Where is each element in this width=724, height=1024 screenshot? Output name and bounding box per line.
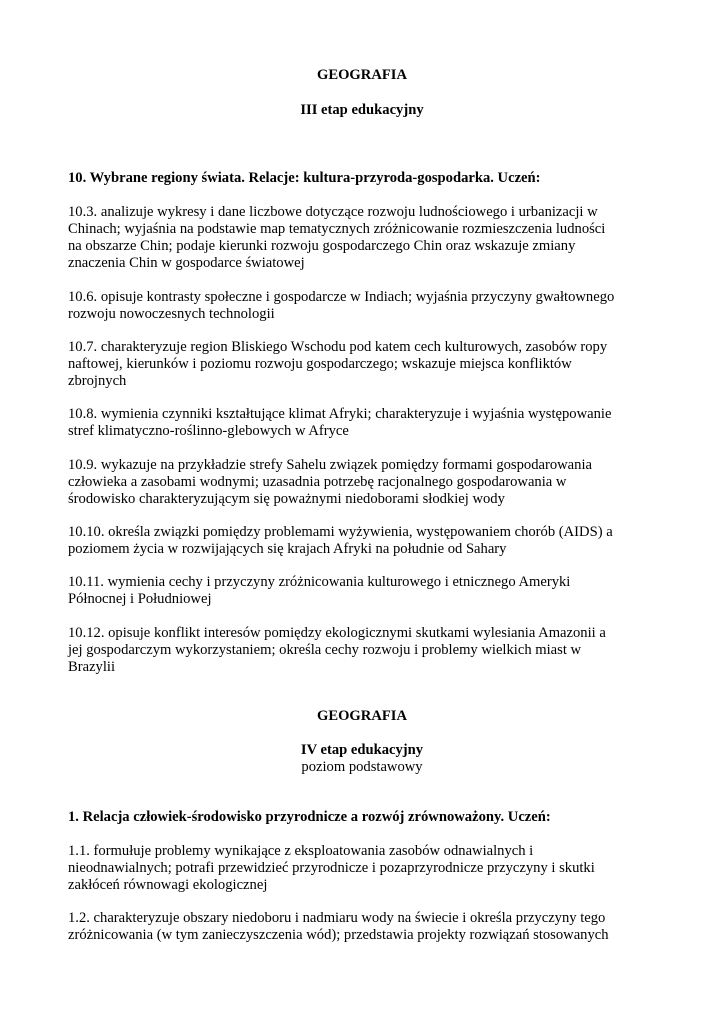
text-line: 10.6. opisuje kontrasty społeczne i gospodarcze w Indiach; wyjaśnia przyczyny gwałtownego [68, 289, 615, 305]
text-line: 10.9. wykazuje na przykładzie strefy Sahelu związek pomiędzy formami gospodarowania [68, 457, 592, 473]
section1-title: GEOGRAFIA [317, 67, 407, 83]
text-line: poziomem życia w rozwijających się krajach Afryki na południe od Sahary [68, 541, 507, 557]
paragraph-10-12 [68, 625, 648, 676]
paragraph-10-7 [68, 339, 648, 390]
paragraph-10-10 [68, 524, 648, 558]
paragraph-10-6 [68, 289, 648, 323]
section2-level: poziom podstawowy [301, 759, 423, 775]
text-line: jej gospodarczym wykorzystaniem; określa cechy rozwoju i problemy wielkich miast w [68, 642, 582, 658]
text-line: 1.1. formułuje problemy wynikające z eksploatowania zasobów odnawialnych i [68, 843, 534, 859]
section2-stage: IV etap edukacyjny [300, 742, 424, 758]
paragraph-10-11 [68, 574, 648, 608]
section2-heading: 1. Relacja człowiek-środowisko przyrodnicze a rozwój zrównoważony. Uczeń: [68, 809, 551, 825]
text-line: 10.8. wymienia czynniki kształtujące klimat Afryki; charakteryzuje i wyjaśnia występowanie [68, 406, 612, 422]
text-line: 10.11. wymienia cechy i przyczyny zróżnicowania kulturowego i etnicznego Ameryki [68, 574, 571, 590]
paragraph-1-1 [68, 843, 648, 894]
text-line: zróżnicowania (w tym zanieczyszczenia wód); przedstawia projekty rozwiązań stosowanych [68, 927, 609, 943]
text-line: zakłóceń równowagi ekologicznej [68, 877, 268, 893]
text-line: znaczenia Chin w gospodarce światowej [68, 255, 305, 271]
text-line: nieodnawialnych; potrafi przewidzieć przyrodnicze i pozaprzyrodnicze przyczyny i skutki [68, 860, 595, 876]
section1-stage: III etap edukacyjny [300, 102, 424, 118]
text-line: 10.12. opisuje konflikt interesów pomiędzy ekologicznymi skutkami wylesiania Amazonii a [68, 625, 606, 641]
text-line: Chinach; wyjaśnia na podstawie map tematycznych zróżnicowanie rozmieszczenia ludności [68, 221, 606, 237]
section2-title: GEOGRAFIA [317, 708, 407, 724]
paragraph-10-3 [68, 204, 648, 272]
text-line: środowisko charakteryzującym się poważnymi niedoborami słodkiej wody [68, 491, 505, 507]
text-line: na obszarze Chin; podaje kierunki rozwoju gospodarczego Chin oraz wskazuje zmiany [68, 238, 576, 254]
text-line: zbrojnych [68, 373, 127, 389]
text-line: Brazylii [68, 659, 116, 675]
text-line: 10.10. określa związki pomiędzy problemami wyżywienia, występowaniem chorób (AIDS) a [68, 524, 613, 540]
text-line: 1.2. charakteryzuje obszary niedoboru i nadmiaru wody na świecie i określa przyczyny tego [68, 910, 606, 926]
paragraph-10-9 [68, 457, 648, 508]
paragraph-1-2 [68, 910, 648, 944]
text-line: 10.3. analizuje wykresy i dane liczbowe dotyczące rozwoju ludnościowego i urbanizacji w [68, 204, 598, 220]
text-line: naftowej, kierunków i poziomu rozwoju gospodarczego; wskazuje miejsca konfliktów [68, 356, 572, 372]
text-line: rozwoju nowoczesnych technologii [68, 306, 275, 322]
paragraph-10-8 [68, 406, 648, 440]
section1-heading: 10. Wybrane regiony świata. Relacje: kultura-przyroda-gospodarka. Uczeń: [68, 170, 541, 186]
text-line: Północnej i Południowej [68, 591, 212, 607]
text-line: człowieka a zasobami wodnymi; uzasadnia potrzebę racjonalnego gospodarowania w [68, 474, 567, 490]
text-line: stref klimatyczno-roślinno-glebowych w Afryce [68, 423, 349, 439]
text-line: 10.7. charakteryzuje region Bliskiego Wschodu pod katem cech kulturowych, zasobów ropy [68, 339, 608, 355]
